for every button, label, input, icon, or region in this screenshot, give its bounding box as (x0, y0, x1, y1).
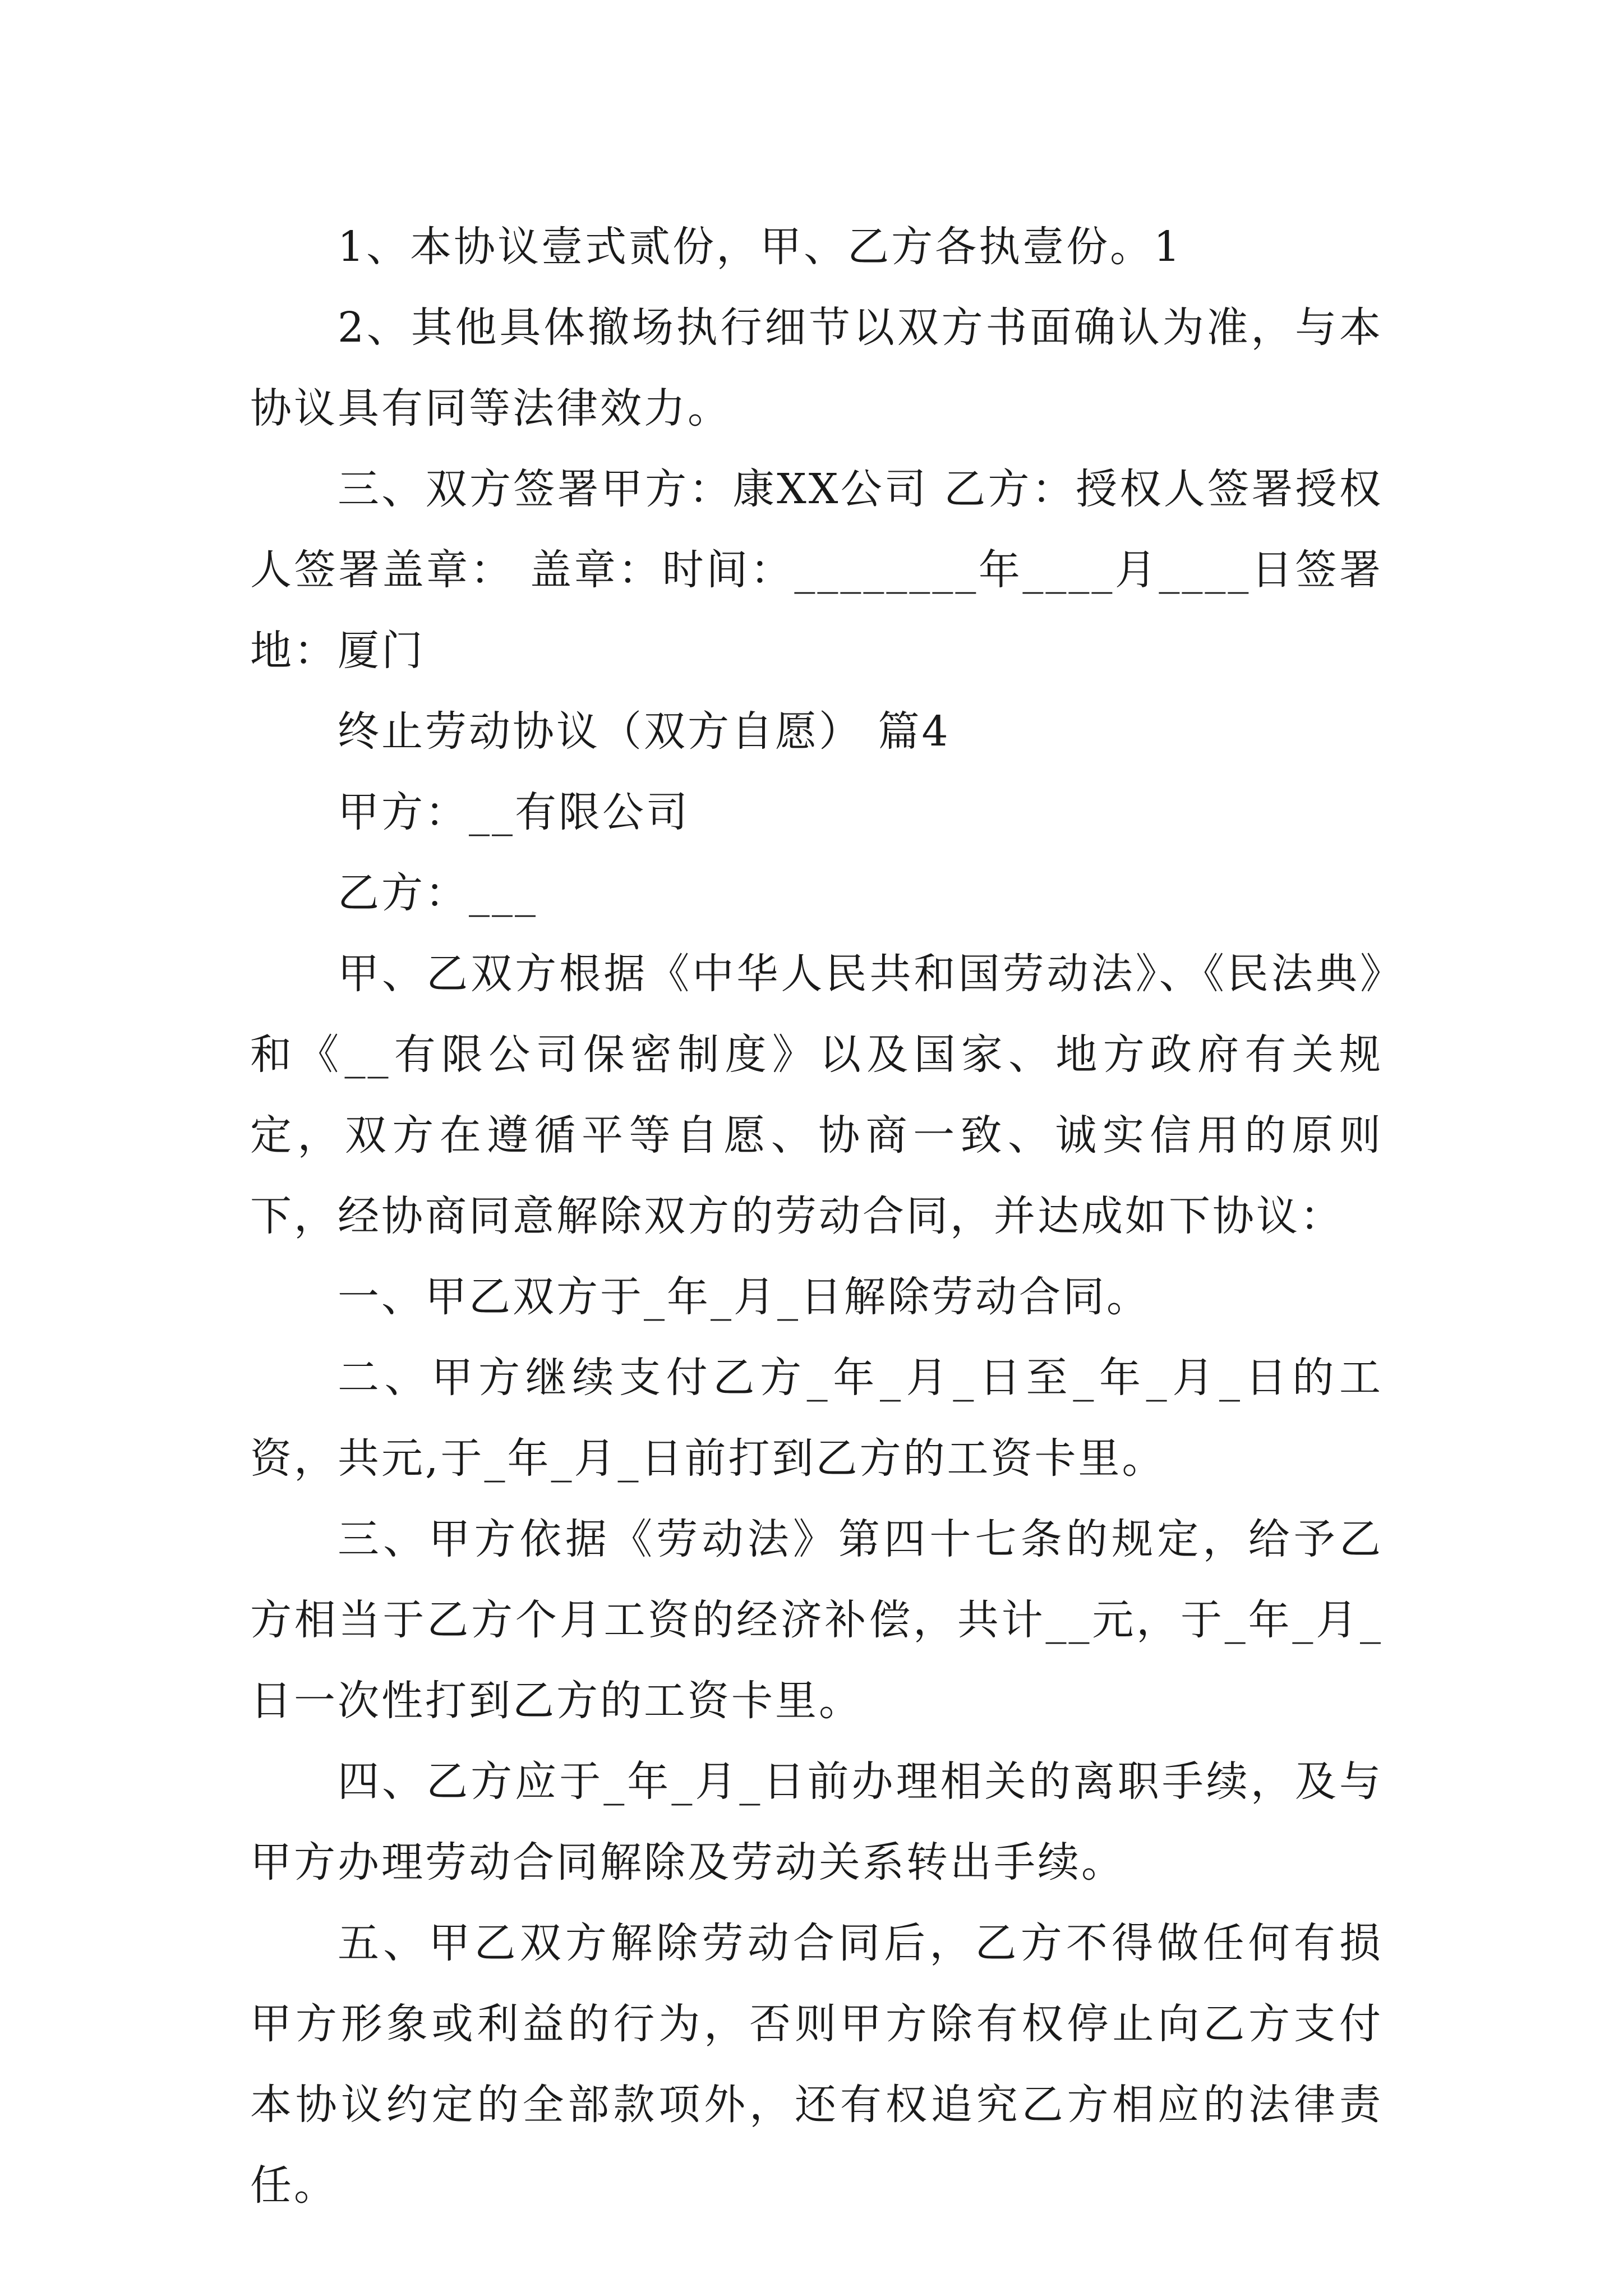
clause-copies: 1、本协议壹式贰份，甲、乙方各执壹份。1 (338, 223, 1183, 271)
clause-other-details: 2、其他具体撤场执行细节以双方书面确认为准，与本协议具有同等法律效力。 (250, 303, 1383, 432)
clause-5: 五、甲乙双方解除劳动合同后，乙方不得做任何有损甲方形象或利益的行为，否则甲方除有权停止向乙方支付本协议约定的全部款项外，还有权追究乙方相应的法律责任。 (250, 1919, 1383, 2210)
party-b: 乙方：___ (338, 869, 538, 917)
clause-1: 一、甲乙双方于_年_月_日解除劳动合同。 (338, 1273, 1150, 1321)
party-a: 甲方：__有限公司 (338, 788, 690, 836)
clause-2: 二、甲方继续支付乙方_年_月_日至_年_月_日的工资，共元,于_年_月_日前打到乙方的工资卡里。 (250, 1354, 1383, 1483)
preamble: 甲、乙双方根据《中华人民共和国劳动法》、《民法典》和《__有限公司保密制度》以及国家、地方政府有关规定，双方在遵循平等自愿、协商一致、诚实信用的原则下，经协商同意解除双方的劳动合同，并达成如下协议： (250, 950, 1383, 1240)
clause-3: 三、甲方依据《劳动法》第四十七条的规定，给予乙方相当于乙方个月工资的经济补偿，共计__元，于_年_月_日一次性打到乙方的工资卡里。 (250, 1515, 1383, 1725)
clause-4: 四、乙方应于_年_月_日前办理相关的离职手续，及与甲方办理劳动合同解除及劳动关系转出手续。 (250, 1757, 1383, 1887)
document-body (250, 206, 1383, 2226)
clause-signatures: 三、双方签署甲方：康XX公司 乙方：授权人签署授权人签署盖章： 盖章：时间：________年____月____日签署地：厦门 (250, 465, 1383, 675)
section-title: 终止劳动协议（双方自愿） 篇4 (338, 707, 951, 756)
